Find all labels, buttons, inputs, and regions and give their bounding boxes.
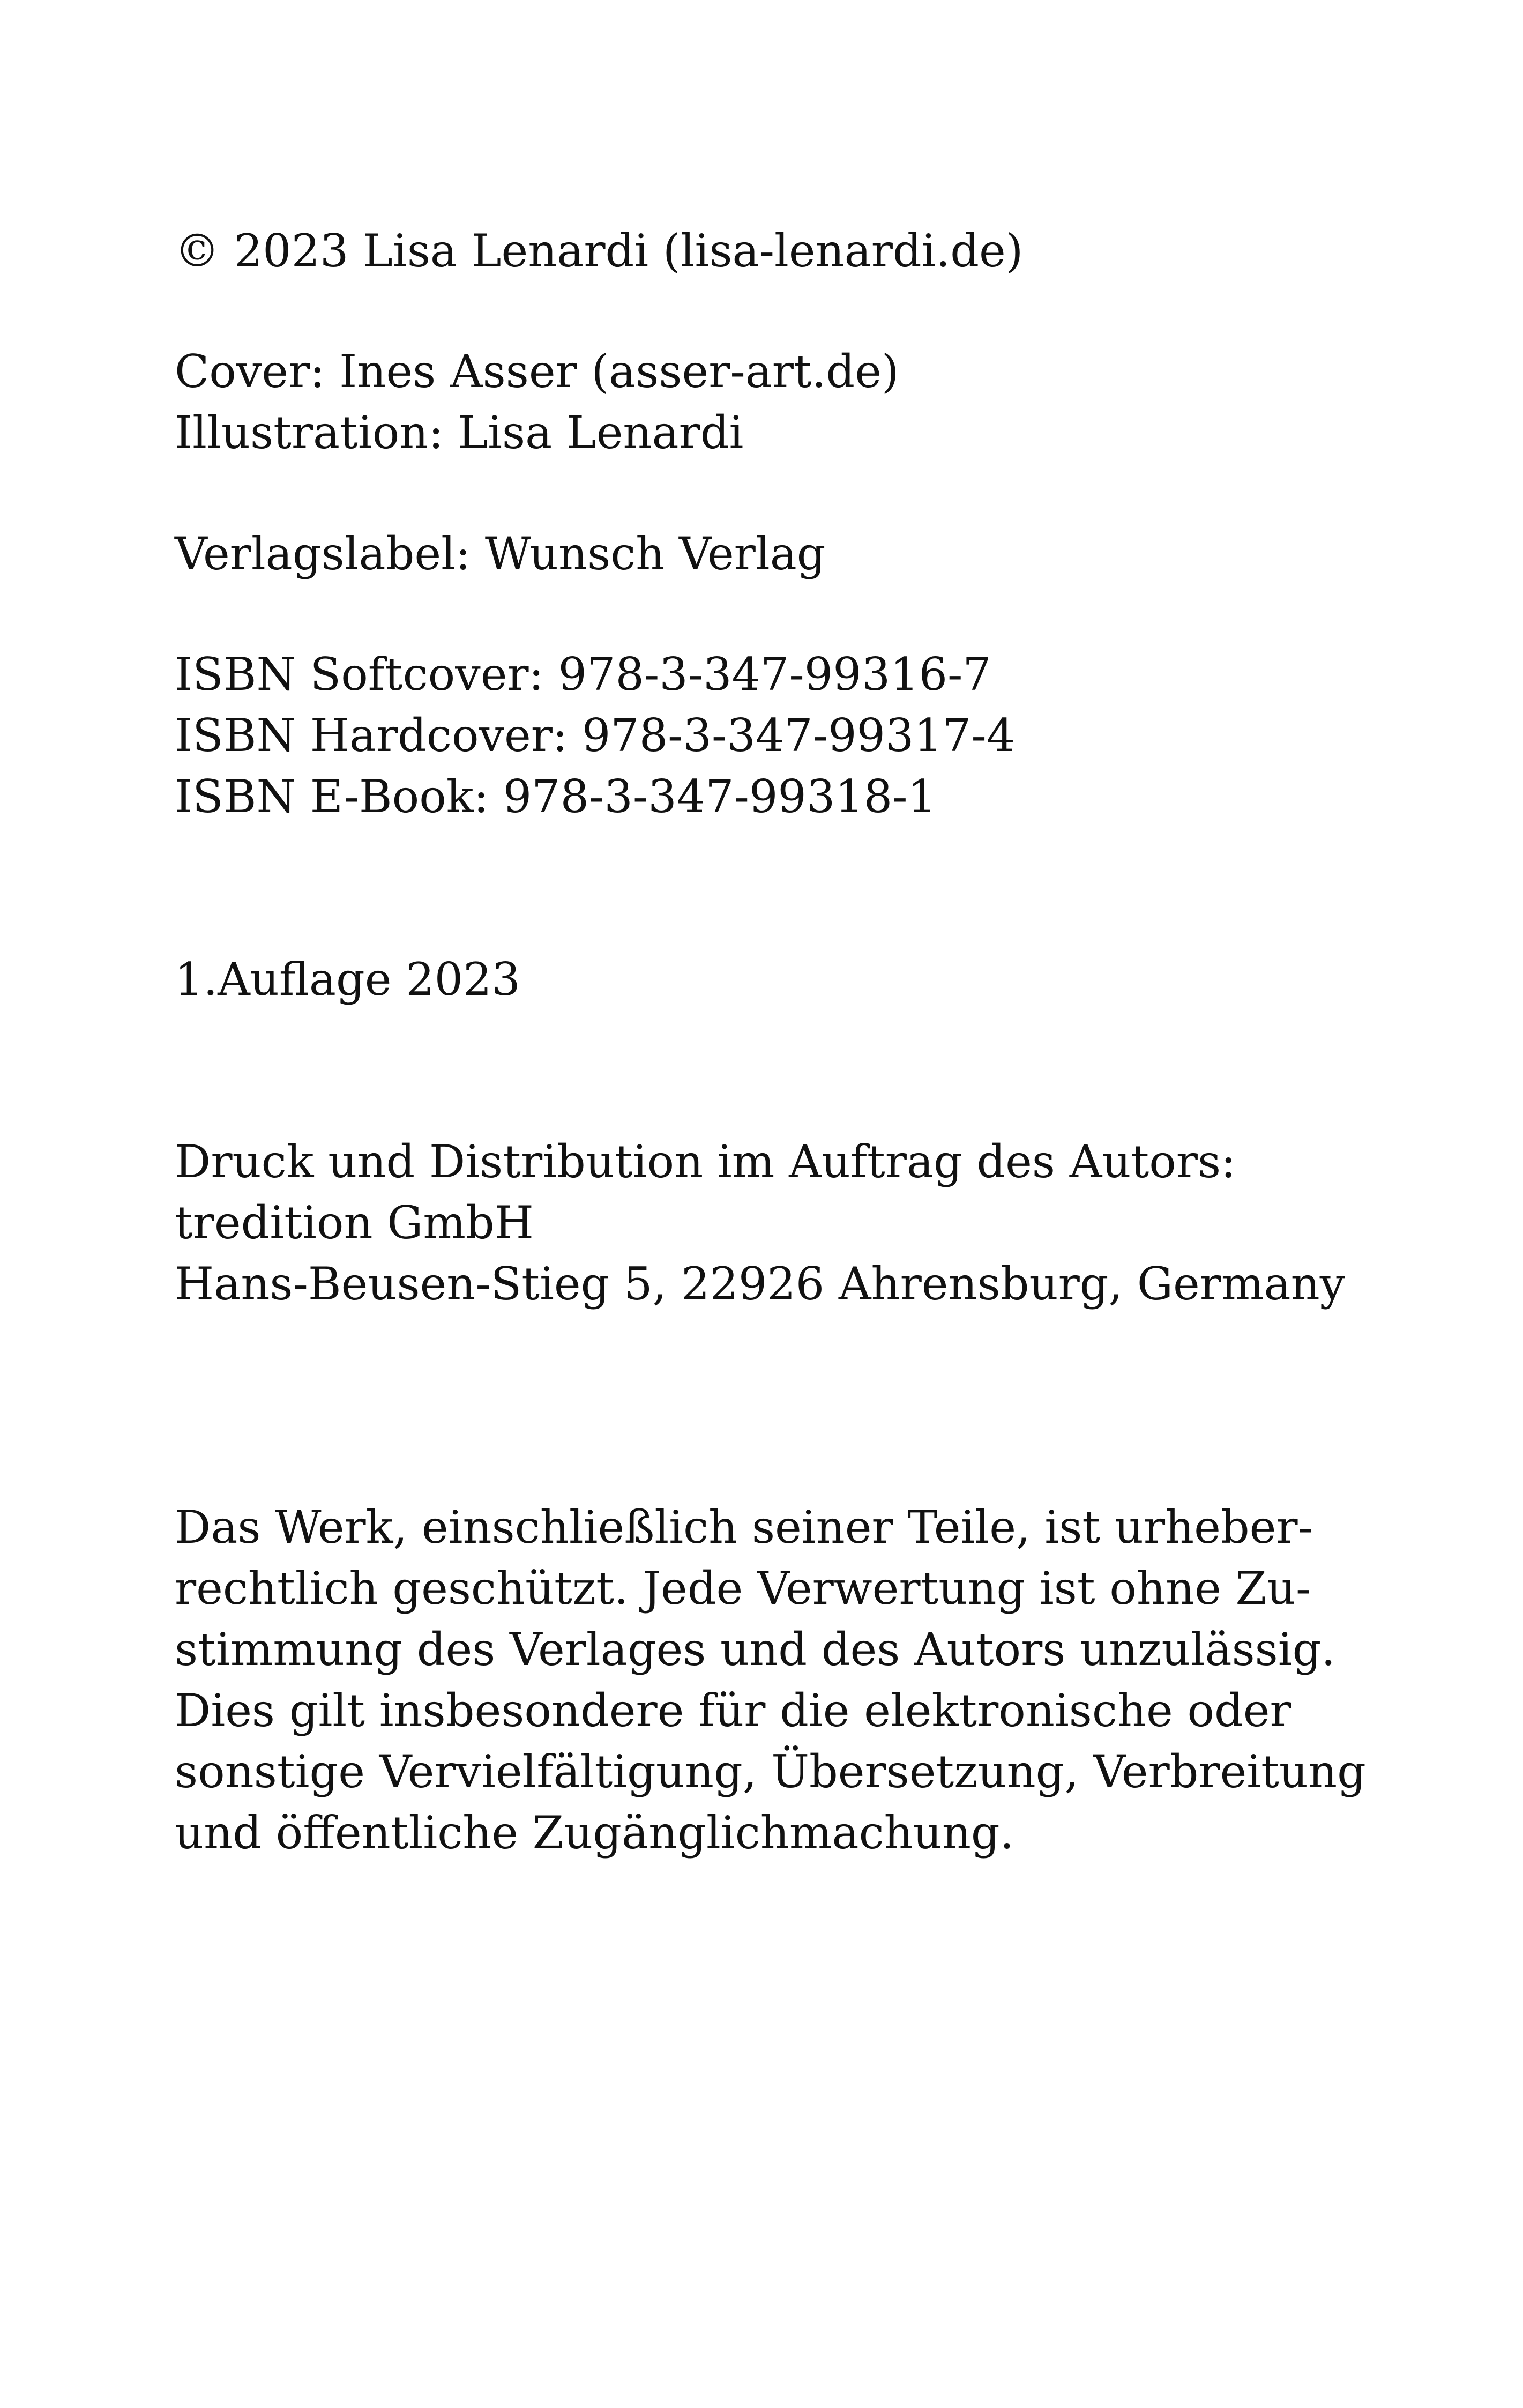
rights-notice-line: sonstige Vervielfältigung, Übersetzung, Verbreitung: [175, 1745, 1366, 1798]
isbn-ebook: ISBN E-Book: 978-3-347-99318-1: [175, 770, 936, 823]
rights-notice-line: stimmung des Verlages und des Autors unzulässig.: [175, 1623, 1336, 1676]
printing-line-1: Druck und Distribution im Auftrag des Autors:: [175, 1135, 1236, 1188]
rights-notice-line: und öffentliche Zugänglichmachung.: [175, 1807, 1014, 1859]
cover-credit: Cover: Ines Asser (asser-art.de): [175, 345, 899, 398]
publisher-label: Verlagslabel: Wunsch Verlag: [175, 527, 826, 580]
rights-notice-line: Dies gilt insbesondere für die elektronische oder: [175, 1684, 1291, 1737]
edition-line: 1.Auflage 2023: [175, 953, 520, 1006]
rights-notice-line: Das Werk, einschließlich seiner Teile, ist urheber-: [175, 1501, 1313, 1554]
printing-line-3: Hans-Beusen-Stieg 5, 22926 Ahrensburg, Germany: [175, 1258, 1346, 1310]
illustration-credit: Illustration: Lisa Lenardi: [175, 406, 744, 459]
printing-line-2: tredition GmbH: [175, 1196, 534, 1249]
isbn-softcover: ISBN Softcover: 978-3-347-99316-7: [175, 648, 991, 701]
isbn-hardcover: ISBN Hardcover: 978-3-347-99317-4: [175, 709, 1016, 762]
rights-notice-line: rechtlich geschützt. Jede Verwertung ist ohne Zu-: [175, 1562, 1311, 1615]
copyright-line: © 2023 Lisa Lenardi (lisa-lenardi.de): [175, 225, 1024, 277]
